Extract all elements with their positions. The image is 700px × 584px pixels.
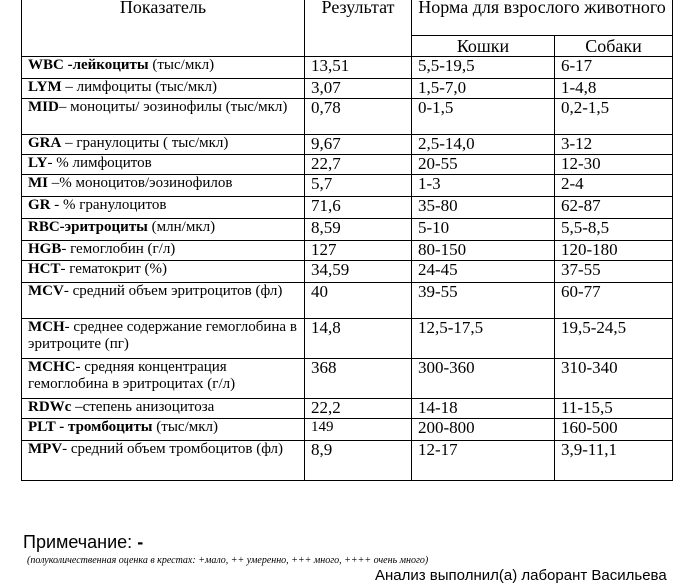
norm-dogs-cell: 310-340	[555, 359, 673, 399]
norm-cats-cell: 39-55	[412, 283, 555, 319]
param-code: HGB	[28, 241, 62, 257]
result-cell: 368	[305, 359, 412, 399]
result-cell: 0,78	[305, 99, 412, 135]
result-cell: 9,67	[305, 135, 412, 155]
result-cell: 3,07	[305, 79, 412, 99]
param-cell	[22, 197, 305, 219]
param-code: MID	[28, 99, 59, 115]
norm-cats-cell: 35-80	[412, 197, 555, 219]
param-code: PLT	[28, 419, 56, 435]
result-cell: 13,51	[305, 57, 412, 79]
param-code: RBC	[28, 219, 60, 235]
param-code: MCH	[28, 319, 65, 335]
param-cell	[22, 175, 305, 197]
result-cell: 71,6	[305, 197, 412, 219]
param-unit: (млн/мкл)	[147, 219, 216, 235]
norm-dogs-cell: 5,5-8,5	[555, 219, 673, 241]
table-row	[22, 283, 673, 319]
norm-dogs-cell: 120-180	[555, 241, 673, 261]
param-desc: - средний объем эритроцитов (фл)	[63, 283, 283, 299]
norm-cats-cell: 1,5-7,0	[412, 79, 555, 99]
result-cell: 149	[305, 419, 412, 441]
results-body	[22, 57, 673, 481]
table-row	[22, 241, 673, 261]
note-value: -	[132, 532, 144, 552]
param-code: MI	[28, 175, 48, 191]
norm-cats-cell: 24-45	[412, 261, 555, 283]
table-row	[22, 419, 673, 441]
norm-dogs-cell: 3,9-11,1	[555, 441, 673, 481]
note-legend: (полуколичественная оценка в крестах: +мало, ++ умеренно, +++ много, ++++ очень много)	[27, 555, 429, 566]
param-desc: -эритроциты	[59, 219, 148, 235]
param-cell	[22, 155, 305, 175]
table-row	[22, 319, 673, 359]
norm-cats-cell: 1-3	[412, 175, 555, 197]
norm-cats-cell: 20-55	[412, 155, 555, 175]
table-row	[22, 99, 673, 135]
header-param: Показатель	[22, 0, 305, 57]
param-cell	[22, 419, 305, 441]
param-code: MPV	[28, 441, 63, 457]
param-desc: - средняя концентрация гемоглобина в эритроцитах (г/л)	[28, 359, 236, 392]
norm-dogs-cell: 11-15,5	[555, 399, 673, 419]
norm-dogs-cell: 160-500	[555, 419, 673, 441]
norm-dogs-cell: 1-4,8	[555, 79, 673, 99]
norm-cats-cell: 5,5-19,5	[412, 57, 555, 79]
header-norm: Норма для взрослого животного	[412, 0, 673, 36]
param-desc: - тромбоциты	[55, 419, 153, 435]
param-code: LYM	[28, 79, 62, 95]
param-desc: - % гранулоцитов	[50, 197, 167, 213]
norm-cats-cell: 12-17	[412, 441, 555, 481]
norm-dogs-cell: 12-30	[555, 155, 673, 175]
param-cell	[22, 99, 305, 135]
param-code: HCT	[28, 261, 61, 277]
param-cell	[22, 359, 305, 399]
result-cell: 5,7	[305, 175, 412, 197]
param-code: LY	[28, 155, 48, 171]
norm-dogs-cell: 19,5-24,5	[555, 319, 673, 359]
param-unit: (тыс/мкл)	[148, 57, 215, 73]
param-desc: – лимфоциты (тыс/мкл)	[61, 79, 218, 95]
param-desc: - % лимфоцитов	[47, 155, 152, 171]
norm-dogs-cell: 6-17	[555, 57, 673, 79]
result-cell: 22,2	[305, 399, 412, 419]
param-cell	[22, 441, 305, 481]
norm-dogs-cell: 2-4	[555, 175, 673, 197]
param-cell	[22, 399, 305, 419]
param-cell	[22, 261, 305, 283]
norm-cats-cell: 300-360	[412, 359, 555, 399]
param-desc: - средний объем тромбоцитов (фл)	[62, 441, 284, 457]
header-row	[22, 0, 673, 36]
table-row	[22, 399, 673, 419]
param-desc: – моноциты/ эозинофилы (тыс/мкл)	[58, 99, 288, 115]
table-row	[22, 57, 673, 79]
table-row	[22, 359, 673, 399]
param-code: MCV	[28, 283, 64, 299]
norm-cats-cell: 12,5-17,5	[412, 319, 555, 359]
param-cell	[22, 241, 305, 261]
norm-dogs-cell: 0,2-1,5	[555, 99, 673, 135]
param-desc: – гранулоциты ( тыс/мкл)	[61, 135, 229, 151]
table-row	[22, 79, 673, 99]
param-unit: (тыс/мкл)	[152, 419, 218, 435]
norm-cats-cell: 0-1,5	[412, 99, 555, 135]
result-cell: 8,9	[305, 441, 412, 481]
table-row	[22, 219, 673, 241]
note-label: Примечание:	[23, 532, 133, 552]
param-code: WBC	[28, 57, 64, 73]
norm-cats-cell: 200-800	[412, 419, 555, 441]
table-row	[22, 155, 673, 175]
param-desc: - гемоглобин (г/л)	[61, 241, 176, 257]
param-code: GRA	[28, 135, 62, 151]
table-row	[22, 197, 673, 219]
norm-dogs-cell: 60-77	[555, 283, 673, 319]
results-table	[21, 0, 673, 481]
header-cats: Кошки	[412, 36, 555, 57]
table-row	[22, 261, 673, 283]
result-cell: 14,8	[305, 319, 412, 359]
result-cell: 40	[305, 283, 412, 319]
param-desc: –степень анизоцитоза	[71, 399, 215, 415]
result-cell: 34,59	[305, 261, 412, 283]
param-cell	[22, 319, 305, 359]
result-cell: 8,59	[305, 219, 412, 241]
result-cell: 22,7	[305, 155, 412, 175]
header-dogs: Собаки	[555, 36, 673, 57]
param-cell	[22, 283, 305, 319]
param-desc: -лейкоциты	[63, 57, 149, 73]
result-cell: 127	[305, 241, 412, 261]
norm-dogs-cell: 3-12	[555, 135, 673, 155]
norm-cats-cell: 5-10	[412, 219, 555, 241]
norm-cats-cell: 14-18	[412, 399, 555, 419]
header-result: Результат	[305, 0, 412, 57]
param-cell	[22, 135, 305, 155]
table-row	[22, 175, 673, 197]
table-row	[22, 441, 673, 481]
norm-dogs-cell: 37-55	[555, 261, 673, 283]
table-row	[22, 135, 673, 155]
param-desc: - гематокрит (%)	[60, 261, 167, 277]
param-desc: - среднее содержание гемоглобина в эритроците (пг)	[28, 319, 297, 352]
norm-cats-cell: 2,5-14,0	[412, 135, 555, 155]
param-code: GR	[28, 197, 51, 213]
param-desc: –% моноцитов/эозинофилов	[48, 175, 233, 191]
param-cell	[22, 57, 305, 79]
param-code: MCHC	[28, 359, 76, 375]
param-cell	[22, 79, 305, 99]
note	[23, 532, 143, 553]
norm-cats-cell: 80-150	[412, 241, 555, 261]
param-cell	[22, 219, 305, 241]
lab-signature-line: Анализ выполнил(а) лаборант Васильева	[375, 567, 667, 584]
norm-dogs-cell: 62-87	[555, 197, 673, 219]
param-code: RDWc	[28, 399, 72, 415]
